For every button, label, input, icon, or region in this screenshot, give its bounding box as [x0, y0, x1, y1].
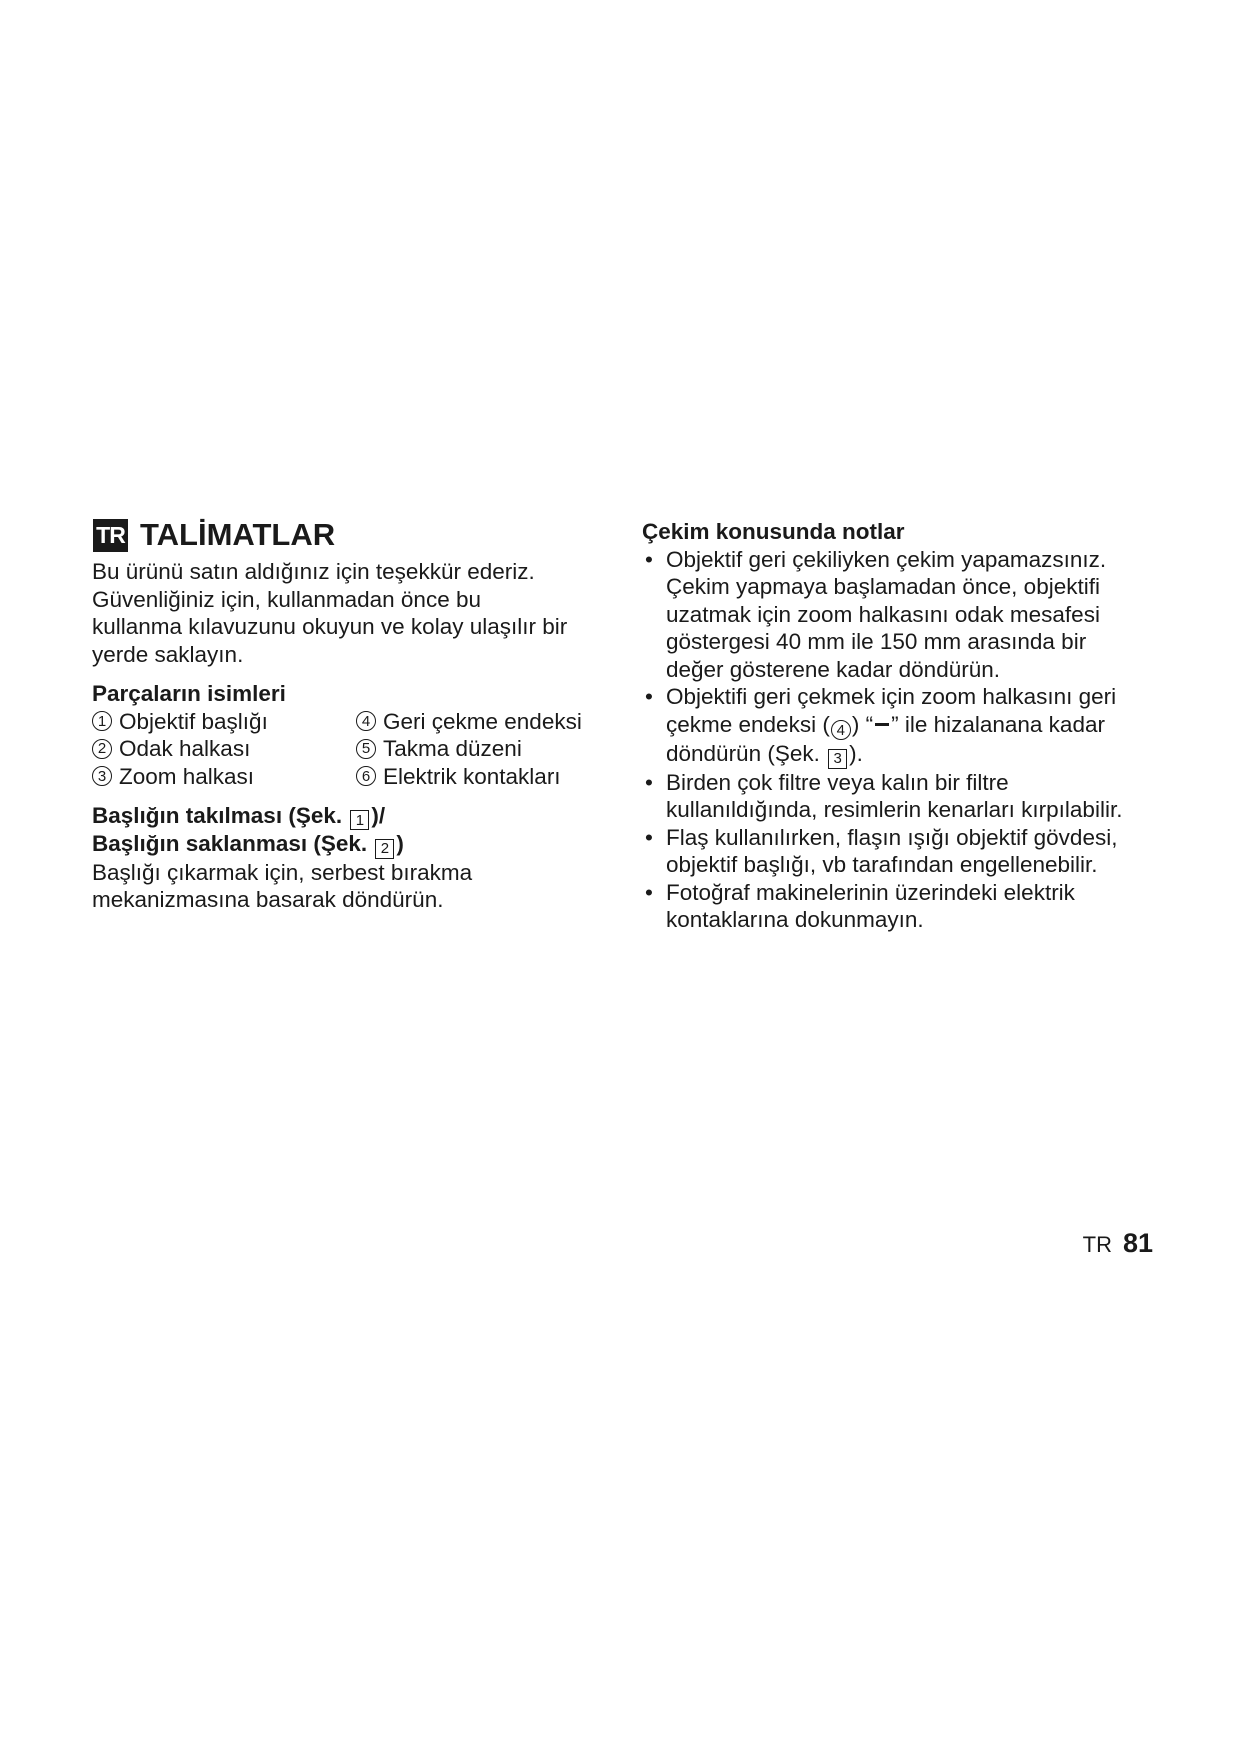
- part-label: Odak halkası: [119, 736, 251, 761]
- note-text: ” ile hizalanana kadar: [891, 711, 1105, 737]
- part-label: Geri çekme endeksi: [383, 708, 582, 734]
- note-line: Objektifi geri çekmek için zoom halkasını geri: [666, 684, 1117, 709]
- part-label: Objektif başlığı: [119, 708, 268, 734]
- note-line: Fotoğraf makinelerinin üzerindeki elektrik: [666, 879, 1075, 905]
- bullet-icon: •: [645, 769, 653, 795]
- part-label: Elektrik kontakları: [383, 763, 561, 789]
- part-item: [356, 708, 582, 736]
- part-number-circle: 5: [356, 739, 376, 759]
- note-line: objektif başlığı, vb tarafından engellenebilir.: [666, 852, 1098, 877]
- title-row: [92, 516, 612, 554]
- intro-line: yerde saklayın.: [92, 641, 244, 667]
- note-line: göstergesi 40 mm ile 150 mm arasında bir: [666, 629, 1087, 654]
- cap-attach-heading: [92, 802, 612, 831]
- figure-ref-box: 2: [375, 839, 394, 859]
- note-line: uzatmak için zoom halkasını odak mesafesi: [666, 601, 1100, 627]
- bullet-icon: •: [645, 546, 653, 572]
- page-footer: [1083, 1228, 1153, 1259]
- note-line: Objektif geri çekiliyken çekim yapamazsınız.: [666, 546, 1107, 572]
- part-item: [356, 735, 522, 763]
- note-text: ) “: [851, 711, 874, 737]
- part-number-circle: 3: [92, 766, 112, 786]
- page-title: TALİMATLAR: [140, 517, 336, 552]
- parts-heading: Parçaların isimleri: [92, 681, 286, 706]
- part-item: [92, 763, 254, 791]
- part-number-circle: 1: [92, 711, 112, 731]
- note-item: [642, 546, 1162, 684]
- note-line: değer gösterene kadar döndürün.: [666, 656, 1000, 682]
- figure-ref-box: 1: [350, 810, 369, 830]
- intro-line: kullanma kılavuzunu okuyun ve kolay ulaşılır bir: [92, 614, 568, 639]
- part-number-circle: 4: [356, 711, 376, 731]
- part-item: [356, 763, 561, 791]
- cap-body-line: Başlığı çıkarmak için, serbest bırakma: [92, 859, 473, 885]
- part-item: [92, 708, 268, 736]
- note-line: kontaklarına dokunmayın.: [666, 907, 924, 932]
- page-number: 81: [1122, 1228, 1153, 1258]
- heading-text: ): [396, 831, 404, 856]
- note-line: Flaş kullanılırken, flaşın ışığı objektif gövdesi,: [666, 824, 1118, 850]
- retraction-mark-icon: [875, 723, 889, 726]
- heading-text: Başlığın takılması (Şek.: [92, 802, 343, 828]
- note-text: döndürün (Şek.: [666, 741, 820, 766]
- intro-paragraph: [92, 558, 612, 668]
- part-number-circle: 2: [92, 739, 112, 759]
- part-number-circle: 6: [356, 766, 376, 786]
- part-label: Zoom halkası: [119, 763, 255, 789]
- note-line: Birden çok filtre veya kalın bir filtre: [666, 769, 1009, 795]
- figure-ref-box: 3: [828, 749, 847, 769]
- index-number-circle: 4: [831, 720, 851, 740]
- part-item: [92, 735, 250, 763]
- heading-text: Başlığın saklanması (Şek.: [92, 831, 368, 856]
- heading-text: )/: [371, 802, 386, 828]
- note-item: [642, 824, 1162, 879]
- cap-body-line: mekanizmasına basarak döndürün.: [92, 887, 444, 912]
- note-item: [642, 769, 1162, 824]
- right-column: [642, 516, 1162, 934]
- notes-list: [642, 546, 1162, 934]
- note-line: Çekim yapmaya başlamadan önce, objektifi: [666, 574, 1100, 599]
- note-text: çekme endeksi (: [666, 711, 830, 737]
- bullet-icon: •: [645, 879, 653, 905]
- language-badge: TR: [93, 519, 128, 552]
- bullet-icon: •: [645, 684, 653, 709]
- note-text: ).: [849, 741, 863, 766]
- notes-heading: Çekim konusunda notlar: [642, 519, 905, 544]
- intro-line: Güvenliğiniz için, kullanmadan önce bu: [92, 586, 481, 612]
- left-column: [92, 516, 612, 914]
- intro-line: Bu ürünü satın aldığınız için teşekkür ederiz.: [92, 559, 535, 584]
- note-item: [642, 683, 1162, 769]
- note-line: kullanıldığında, resimlerin kenarları kırpılabilir.: [666, 797, 1123, 822]
- parts-list: [92, 708, 612, 792]
- footer-language: TR: [1082, 1232, 1112, 1257]
- cap-store-heading: [92, 830, 612, 859]
- bullet-icon: •: [645, 824, 653, 850]
- note-item: [642, 879, 1162, 934]
- part-label: Takma düzeni: [383, 736, 522, 761]
